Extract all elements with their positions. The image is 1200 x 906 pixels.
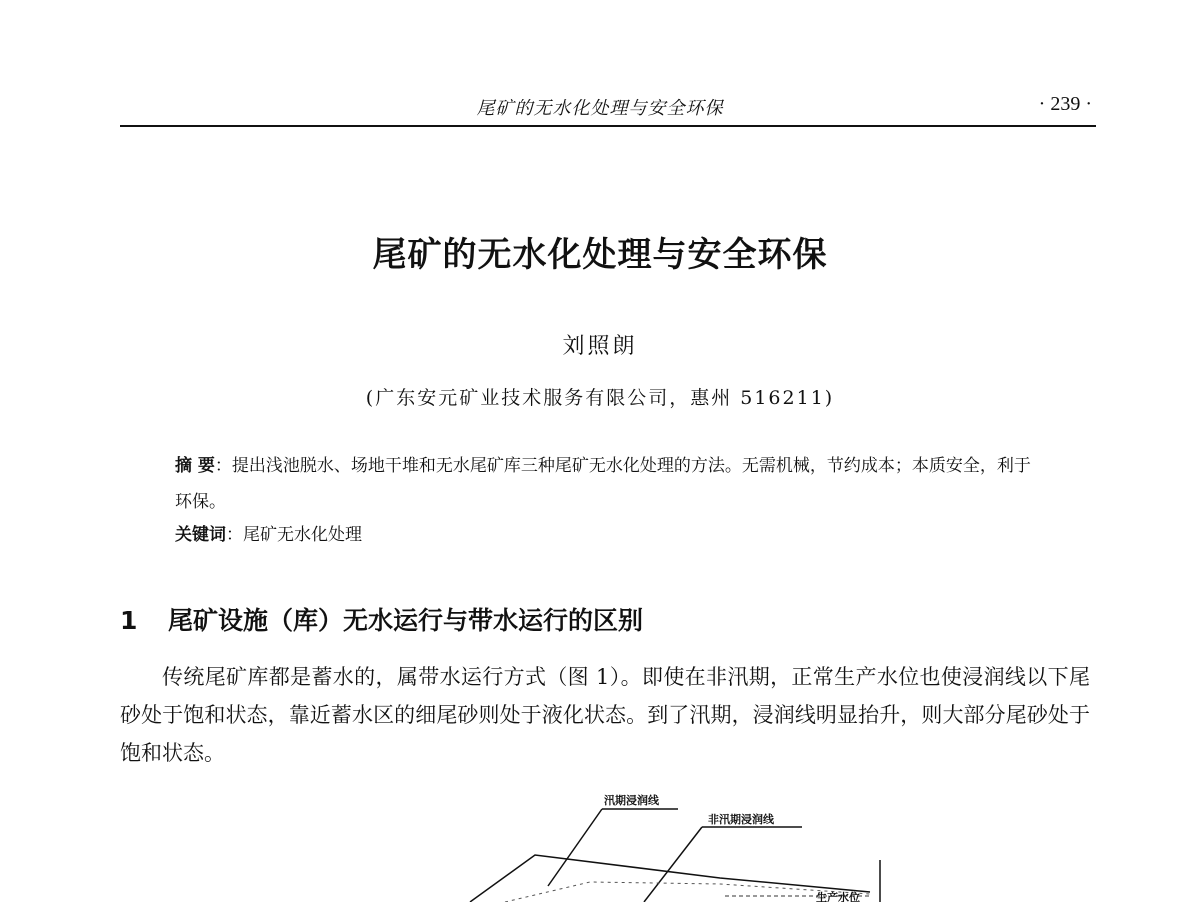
abstract-text: ：提出浅池脱水、场地干堆和无水尾矿库三种尾矿无水化处理的方法。无需机械，节约成本；本质安全，利于环保。 bbox=[175, 456, 1031, 512]
label-flood-seepage: 汛期浸润线 bbox=[604, 794, 659, 807]
abstract-label: 摘 要 bbox=[175, 456, 215, 476]
affiliation: (广东安元矿业技术服务有限公司，惠州 516211) bbox=[365, 387, 835, 409]
paper-title: 尾矿的无水化处理与安全环保 bbox=[372, 235, 828, 275]
tailings-beach-profile bbox=[470, 855, 870, 902]
keywords-label: 关键词 bbox=[175, 525, 226, 545]
nonflood-seepage-leader bbox=[644, 827, 702, 902]
keywords-text: ：尾矿无水化处理 bbox=[226, 525, 362, 545]
section-title: 尾矿设施（库）无水运行与带水运行的区别 bbox=[168, 606, 644, 635]
section-paragraph: 传统尾矿库都是蓄水的，属带水运行方式（图 1）。即使在非汛期，正常生产水位也使浸润线以下尾砂处于饱和状态，靠近蓄水区的细尾砂则处于液化状态。到了汛期，浸润线明显抬升，则大部分尾砂处于饱和状态。 bbox=[120, 665, 1090, 765]
flood-seepage-leader bbox=[548, 809, 602, 886]
section-number: 1 bbox=[120, 606, 138, 635]
keywords bbox=[175, 520, 1035, 550]
abstract bbox=[175, 448, 1035, 520]
running-title: 尾矿的无水化处理与安全环保 bbox=[476, 98, 724, 119]
author: 刘照朗 bbox=[562, 334, 638, 359]
header-rule bbox=[120, 125, 1096, 127]
label-water-level: 生产水位 bbox=[816, 891, 860, 902]
figure-1-diagram bbox=[430, 780, 900, 902]
section-heading bbox=[120, 601, 643, 637]
label-nonflood-seepage: 非汛期浸润线 bbox=[708, 813, 774, 826]
figure-1 bbox=[430, 780, 900, 902]
page-number: · 239 · bbox=[1038, 93, 1092, 115]
